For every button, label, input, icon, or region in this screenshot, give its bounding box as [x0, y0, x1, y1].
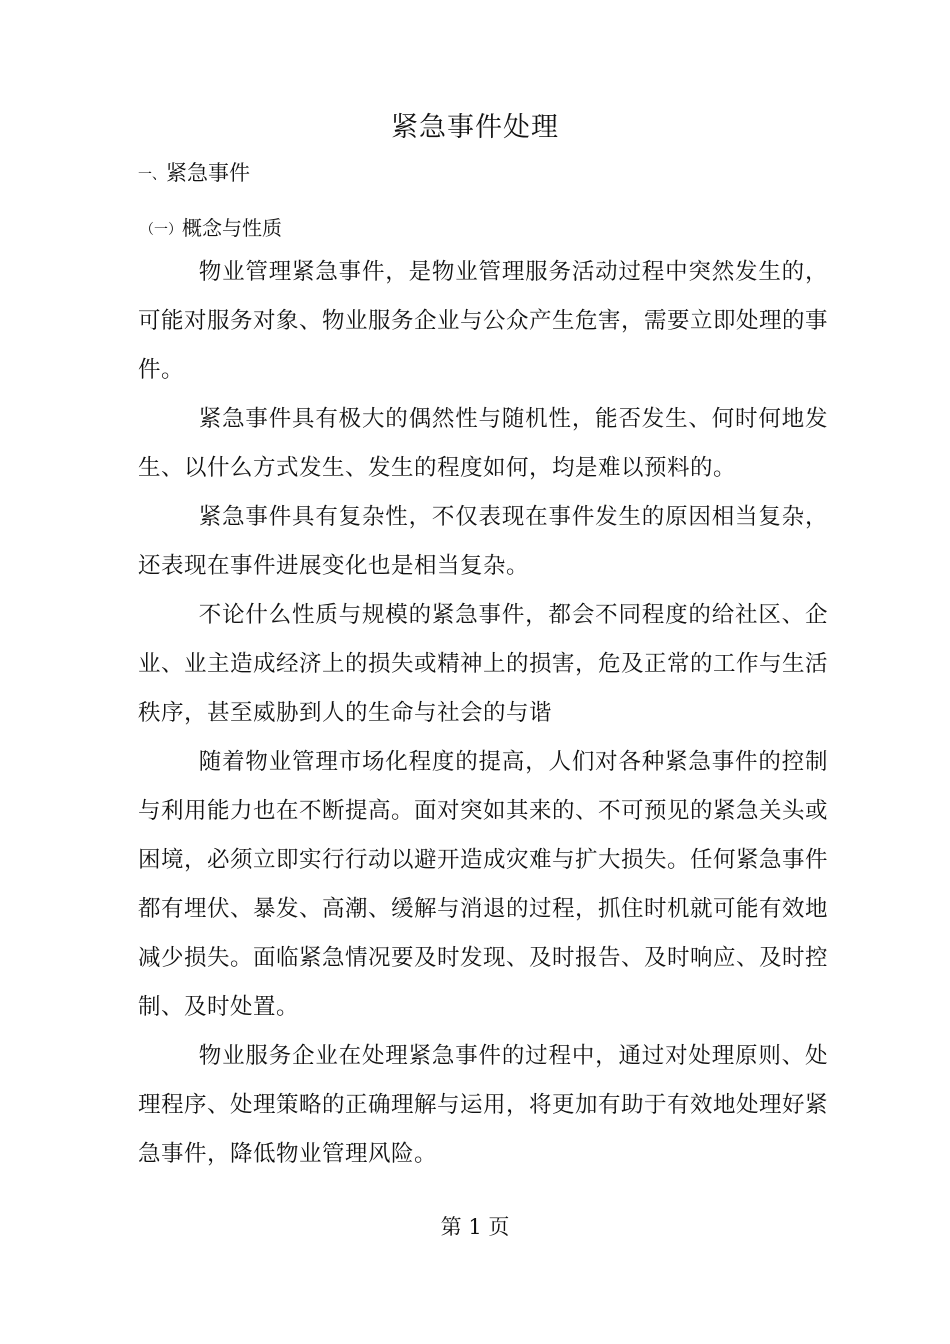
- section-number: 一、: [138, 167, 166, 183]
- page-number-footer: 第 1 页: [440, 1215, 510, 1239]
- subsection-heading: [140, 213, 282, 245]
- section-heading: [138, 158, 250, 190]
- subsection-label: 概念与性质: [182, 216, 282, 240]
- paragraph-randomness: 紧急事件具有极大的偶然性与随机性，能否发生、何时何地发生、以什么方式发生、发生的程度如何，均是难以预料的。: [138, 406, 828, 481]
- document-body: [138, 248, 828, 1179]
- paragraph-definition: 物业管理紧急事件，是物业管理服务活动过程中突然发生的，可能对服务对象、物业服务企业与公众产生危害，需要立即处理的事件。: [138, 259, 829, 383]
- paragraph-control: 随着物业管理市场化程度的提高，人们对各种紧急事件的控制与利用能力也在不断提高。面对突如其来的、不可预见的紧急关头或困境，必须立即实行行动以避开造成灾难与扩大损失。任何紧急事件都有埋伏、暴发、高潮、缓解与消退的过程，抓住时机就可能有效地减少损失。面临紧急情况要及时发现、及时报告、及时响应、及时控制、及时处置。: [138, 749, 829, 1020]
- paragraph-harm: 不论什么性质与规模的紧急事件，都会不同程度的给社区、企业、业主造成经济上的损失或精神上的损害，危及正常的工作与生活秩序，甚至威胁到人的生命与社会的与谐: [138, 602, 829, 726]
- section-label: 紧急事件: [166, 161, 250, 185]
- subsection-number: （一）: [140, 222, 182, 238]
- document-title: 紧急事件处理: [391, 112, 559, 143]
- paragraph-handling: 物业服务企业在处理紧急事件的过程中，通过对处理原则、处理程序、处理策略的正确理解与运用，将更加有助于有效地处理好紧急事件，降低物业管理风险。: [138, 1043, 829, 1167]
- paragraph-complexity: 紧急事件具有复杂性，不仅表现在事件发生的原因相当复杂，还表现在事件进展变化也是相当复杂。: [138, 504, 828, 579]
